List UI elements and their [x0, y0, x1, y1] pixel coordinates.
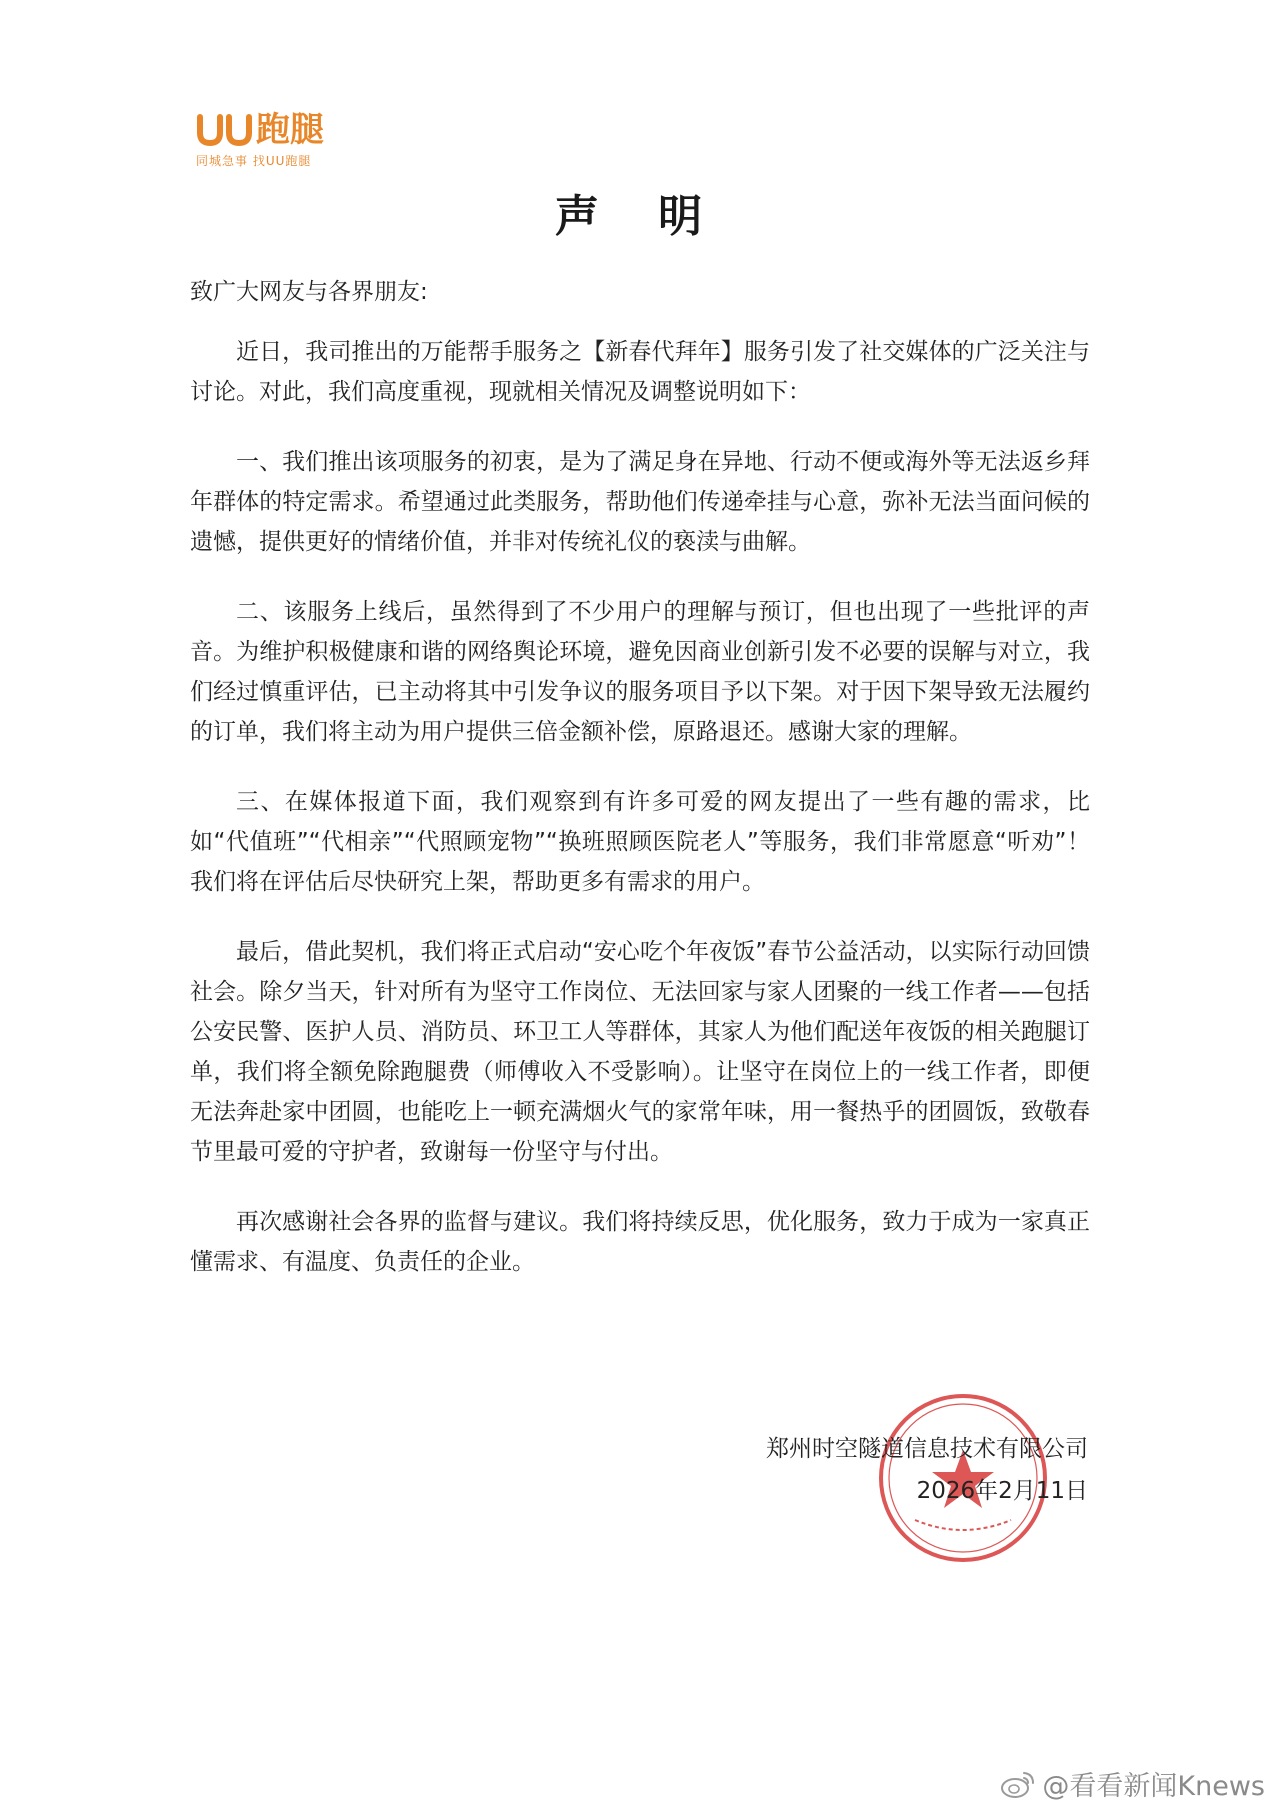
signature-company: 郑州时空隧道信息技术有限公司 — [766, 1436, 1088, 1462]
paragraph-point-three: 三、在媒体报道下面，我们观察到有许多可爱的网友提出了一些有趣的需求，比如“代值班”“代相亲”“代照顾宠物”“换班照顾医院老人”等服务，我们非常愿意“听劝”！我们将在评估后尽快研究上架，帮助更多有需求的用户。 — [190, 789, 1090, 895]
watermark-text: @看看新闻Knews — [1042, 1771, 1265, 1802]
uu-logo-icon — [196, 113, 254, 147]
logo-slogan: 同城急事 找UU跑腿 — [196, 154, 312, 168]
signature-block — [766, 1428, 1088, 1512]
watermark — [1000, 1764, 1265, 1803]
paragraph-intro: 近日，我司推出的万能帮手服务之【新春代拜年】服务引发了社交媒体的广泛关注与讨论。对此，我们高度重视，现就相关情况及调整说明如下： — [190, 339, 1090, 405]
paragraph-point-one: 一、我们推出该项服务的初衷，是为了满足身在异地、行动不便或海外等无法返乡拜年群体的特定需求。希望通过此类服务，帮助他们传递牵挂与心意，弥补无法当面问候的遗憾，提供更好的情绪价值，并非对传统礼仪的亵渎与曲解。 — [190, 449, 1090, 555]
weibo-icon — [1000, 1769, 1036, 1799]
paragraph-finally: 最后，借此契机，我们将正式启动“安心吃个年夜饭”春节公益活动，以实际行动回馈社会。除夕当天，针对所有为坚守工作岗位、无法回家与家人团聚的一线工作者——包括公安民警、医护人员、消防员、环卫工人等群体，其家人为他们配送年夜饭的相关跑腿订单，我们将全额免除跑腿费（师傅收入不受影响）。让坚守在岗位上的一线工作者，即便无法奔赴家中团圆，也能吃上一顿充满烟火气的家常年味，用一餐热乎的团圆饭，致敬春节里最可爱的守护者，致谢每一份坚守与付出。 — [190, 939, 1090, 1165]
paragraph-closing: 再次感谢社会各界的监督与建议。我们将持续反思，优化服务，致力于成为一家真正懂需求、有温度、负责任的企业。 — [190, 1209, 1090, 1275]
signature-date: 2026年2月11日 — [916, 1478, 1088, 1504]
logo-brand-text: 跑腿 — [256, 110, 324, 150]
salutation: 致广大网友与各界朋友: — [190, 279, 428, 305]
statement-body — [190, 272, 1090, 1312]
logo-mark — [196, 112, 346, 148]
paragraph-point-two: 二、该服务上线后，虽然得到了不少用户的理解与预订，但也出现了一些批评的声音。为维护积极健康和谐的网络舆论环境，避免因商业创新引发不必要的误解与对立，我们经过慎重评估，已主动将其中引发争议的服务项目予以下架。对于因下架导致无法履约的订单，我们将主动为用户提供三倍金额补偿，原路退还。感谢大家的理解。 — [190, 599, 1090, 745]
company-logo — [196, 112, 346, 172]
page-title: 声 明 — [554, 191, 725, 242]
